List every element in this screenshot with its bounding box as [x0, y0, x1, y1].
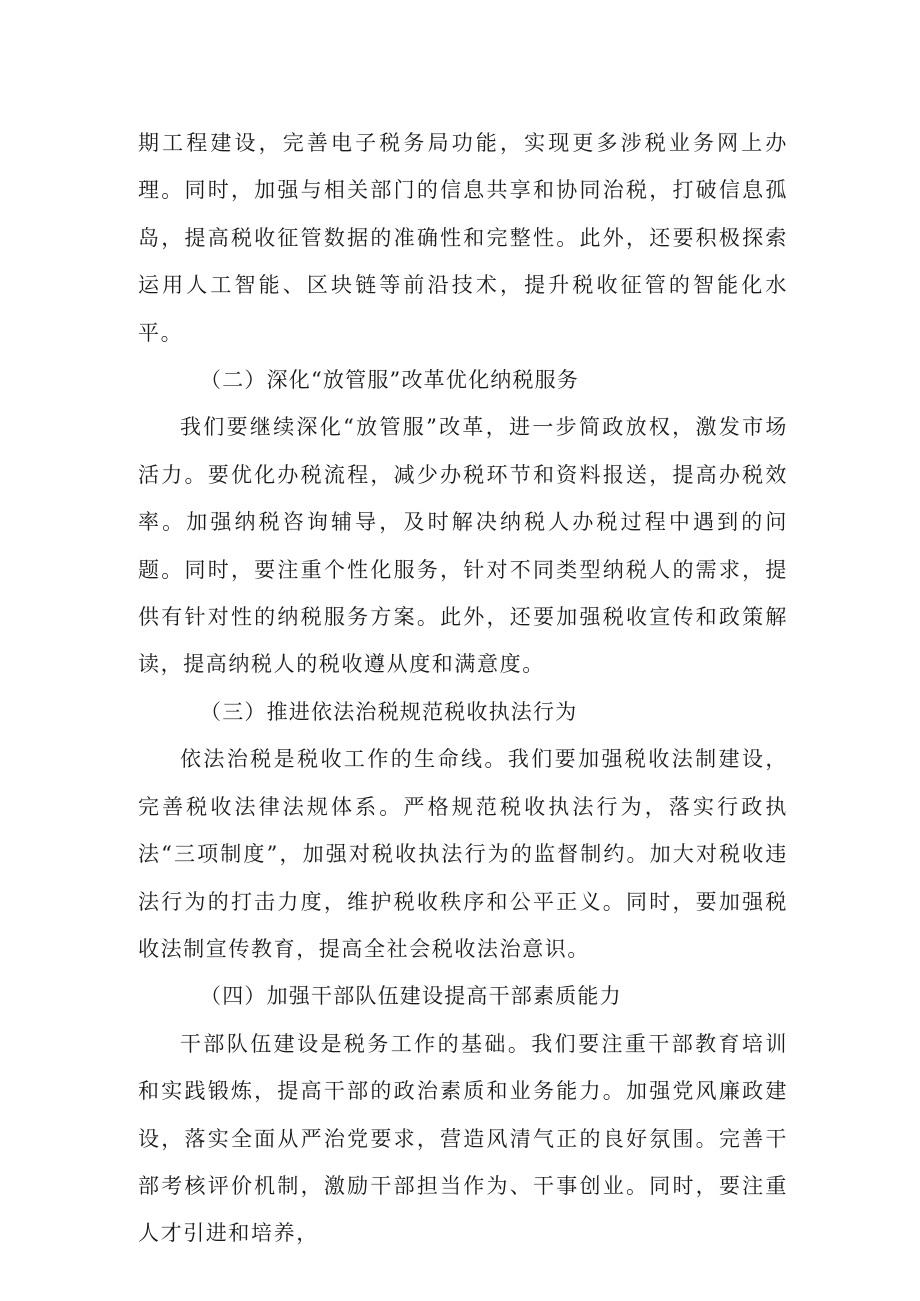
section-heading-4: （四）加强干部队伍建设提高干部素质能力 [200, 984, 622, 1009]
section-heading-2: （二）深化“放管服”改革优化纳税服务 [200, 368, 580, 393]
paragraph-law: 依法治税是税收工作的生命线。我们要加强税收法制建设，完善税收法律法规体系。严格规范税收执法行为，落实行政执法“三项制度”，加强对税收执法行为的监督制约。加大对税收违法行为的打击力度，维护税收秩序和公平正义。同时，要加强税收法制宣传教育，提高全社会税收法治意识。 [138, 747, 788, 961]
paragraph-cadre: 干部队伍建设是税务工作的基础。我们要注重干部教育培训和实践锻炼，提高干部的政治素质和业务能力。加强党风廉政建设，落实全面从严治党要求，营造风清气正的良好氛围。完善干部考核评价机制，激励干部担当作为、干事创业。同时，要注重人才引进和培养， [138, 1031, 788, 1246]
paragraph-continuation: 期工程建设，完善电子税务局功能，实现更多涉税业务网上办理。同时，加强与相关部门的信息共享和协同治税，打破信息孤岛，提高税收征管数据的准确性和完整性。此外，还要积极探索运用人工智能、区块链等前沿技术，提升税收征管的智能化水平。 [138, 131, 788, 345]
document-body [138, 120, 788, 1258]
paragraph-service: 我们要继续深化“放管服”改革，进一步简政放权，激发市场活力。要优化办税流程，减少办税环节和资料报送，提高办税效率。加强纳税咨询辅导，及时解决纳税人办税过程中遇到的问题。同时，要注重个性化服务，针对不同类型纳税人的需求，提供有针对性的纳税服务方案。此外，还要加强税收宣传和政策解读，提高纳税人的税收遵从度和满意度。 [138, 415, 788, 677]
section-heading-3: （三）推进依法治税规范税收执法行为 [200, 699, 578, 724]
